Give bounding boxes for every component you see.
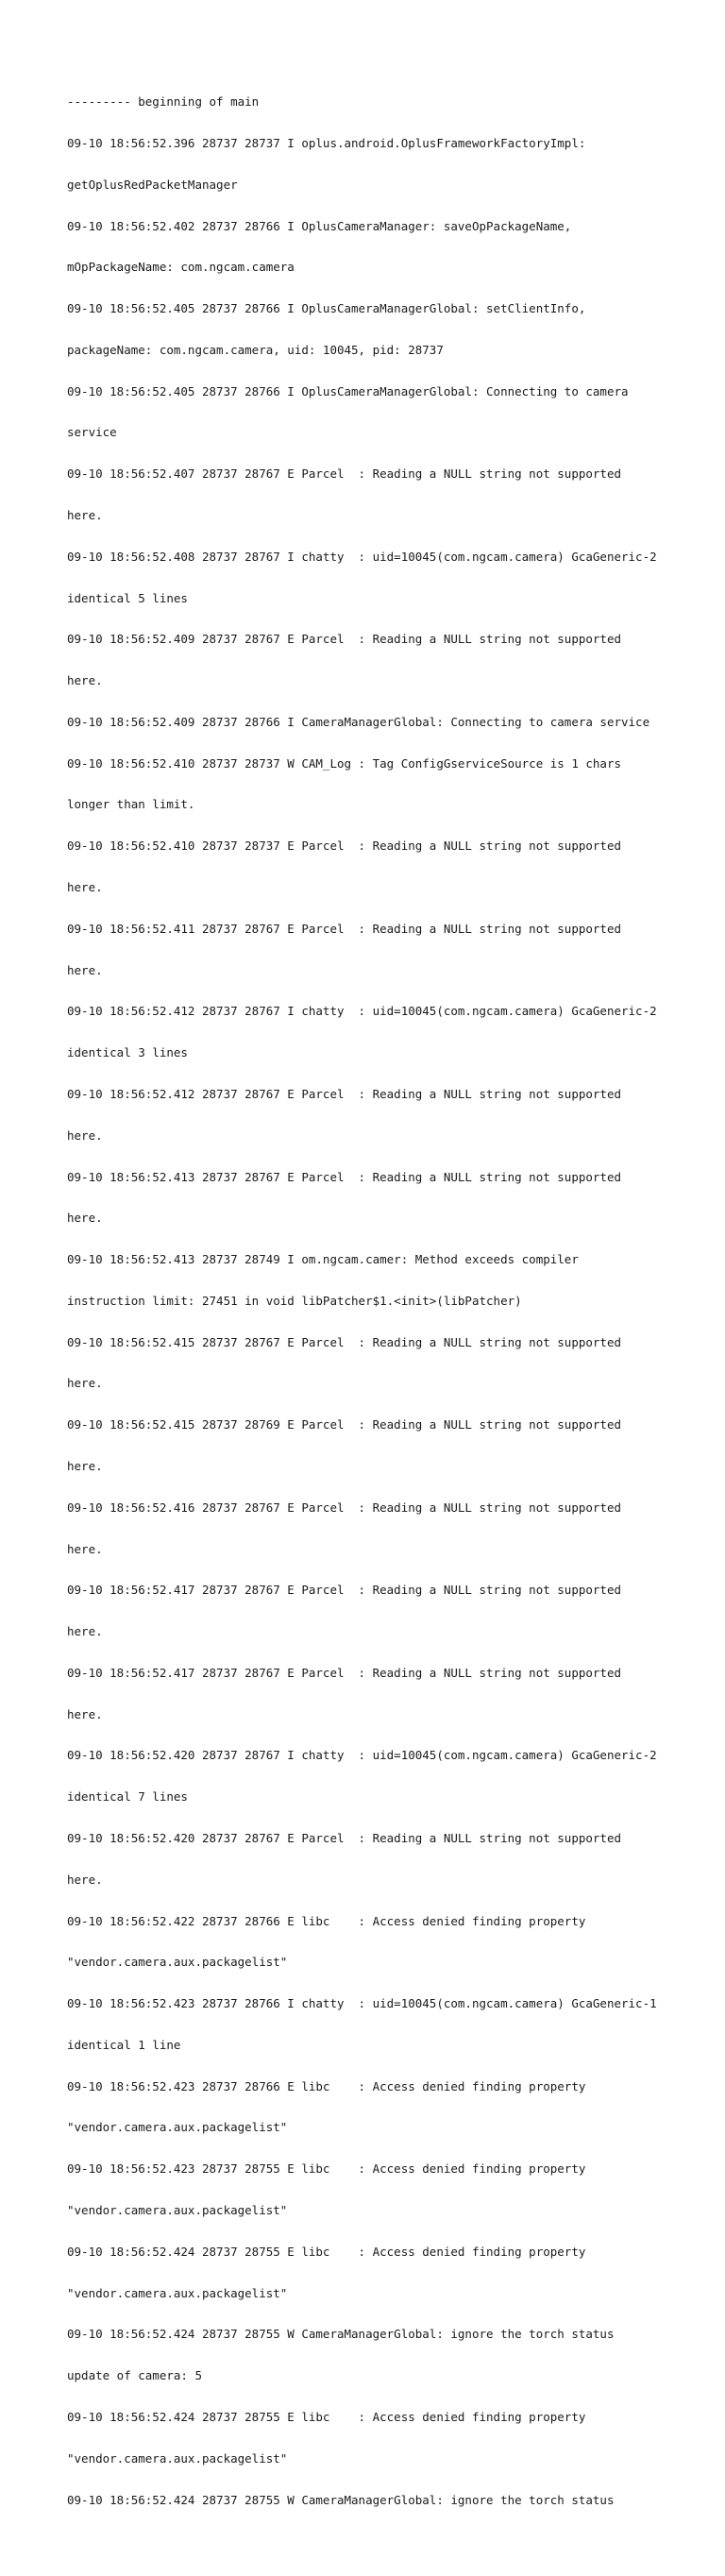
log-line: here. [67, 508, 103, 522]
log-line: here. [67, 1624, 103, 1639]
log-line: 09-10 18:56:52.396 28737 28737 I oplus.android.OplusFrameworkFactoryImpl: [67, 135, 586, 150]
log-line: 09-10 18:56:52.410 28737 28737 W CAM_Log : Tag ConfigGserviceSource is 1 chars [67, 755, 621, 771]
log-line: 09-10 18:56:52.405 28737 28766 I OplusCameraManagerGlobal: setClientInfo, [67, 301, 586, 316]
log-line: "vendor.camera.aux.packagelist" [67, 2450, 288, 2466]
log-line: here. [67, 1541, 103, 1556]
log-line: 09-10 18:56:52.413 28737 28749 I om.ngcam.camer: Method exceeds compiler [67, 1252, 579, 1267]
log-line: here. [67, 673, 103, 688]
log-line: 09-10 18:56:52.415 28737 28767 E Parcel : Reading a NULL string not supported [67, 1334, 621, 1349]
log-line: 09-10 18:56:52.407 28737 28767 E Parcel : Reading a NULL string not supported [67, 466, 621, 482]
log-line: getOplusRedPacketManager [67, 177, 238, 192]
log-line: 09-10 18:56:52.423 28737 28766 I chatty : uid=10045(com.ngcam.camera) GcaGeneric-1 [67, 1996, 657, 2011]
log-line: "vendor.camera.aux.packagelist" [67, 2203, 288, 2218]
log-line: here. [67, 1458, 103, 1473]
log-line: 09-10 18:56:52.424 28737 28755 W CameraManagerGlobal: ignore the torch status [67, 2327, 615, 2342]
log-line: 09-10 18:56:52.423 28737 28766 E libc : Access denied finding property [67, 2078, 586, 2093]
log-line: 09-10 18:56:52.424 28737 28755 W CameraManagerGlobal: ignore the torch status [67, 2492, 615, 2507]
log-line: 09-10 18:56:52.416 28737 28767 E Parcel : Reading a NULL string not supported [67, 1500, 621, 1515]
log-line: 09-10 18:56:52.415 28737 28769 E Parcel : Reading a NULL string not supported [67, 1417, 621, 1432]
log-line: 09-10 18:56:52.405 28737 28766 I OplusCameraManagerGlobal: Connecting to camera [67, 383, 629, 398]
log-line: 09-10 18:56:52.424 28737 28755 E libc : Access denied finding property [67, 2409, 586, 2424]
log-line: 09-10 18:56:52.409 28737 28767 E Parcel : Reading a NULL string not supported [67, 632, 621, 647]
log-line: 09-10 18:56:52.410 28737 28737 E Parcel : Reading a NULL string not supported [67, 839, 621, 854]
log-line: here. [67, 1706, 103, 1721]
log-line: 09-10 18:56:52.420 28737 28767 I chatty : uid=10045(com.ngcam.camera) GcaGeneric-2 [67, 1748, 657, 1763]
log-line: here. [67, 962, 103, 977]
log-line: here. [67, 880, 103, 895]
log-line: identical 3 lines [67, 1045, 188, 1060]
log-line: longer than limit. [67, 797, 195, 812]
log-line: 09-10 18:56:52.422 28737 28766 E libc : Access denied finding property [67, 1913, 586, 1928]
log-line: 09-10 18:56:52.411 28737 28767 E Parcel : Reading a NULL string not supported [67, 921, 621, 936]
log-text [67, 68, 671, 2576]
log-line: 09-10 18:56:52.409 28737 28766 I CameraManagerGlobal: Connecting to camera service [67, 714, 650, 729]
log-line: identical 7 lines [67, 1789, 188, 1805]
log-line: "vendor.camera.aux.packagelist" [67, 2285, 288, 2300]
log-line: 09-10 18:56:52.402 28737 28766 I OplusCameraManager: saveOpPackageName, [67, 218, 572, 233]
log-line: identical 1 line [67, 2037, 181, 2052]
log-line: here. [67, 1376, 103, 1391]
log-line: service [67, 425, 117, 440]
log-line: 09-10 18:56:52.412 28737 28767 I chatty : uid=10045(com.ngcam.camera) GcaGeneric-2 [67, 1004, 657, 1019]
log-line: here. [67, 1872, 103, 1887]
log-line: 09-10 18:56:52.417 28737 28767 E Parcel : Reading a NULL string not supported [67, 1583, 621, 1598]
log-line: "vendor.camera.aux.packagelist" [67, 1955, 288, 1970]
log-line: 09-10 18:56:52.408 28737 28767 I chatty : uid=10045(com.ngcam.camera) GcaGeneric-2 [67, 549, 657, 564]
log-line [67, 2534, 671, 2549]
log-line: instruction limit: 27451 in void libPatcher$1.<init>(libPatcher) [67, 1293, 522, 1308]
log-line: 09-10 18:56:52.424 28737 28755 E libc : Access denied finding property [67, 2244, 586, 2259]
log-line: 09-10 18:56:52.413 28737 28767 E Parcel : Reading a NULL string not supported [67, 1169, 621, 1184]
log-line: 09-10 18:56:52.417 28737 28767 E Parcel : Reading a NULL string not supported [67, 1665, 621, 1680]
log-line: update of camera: 5 [67, 2368, 202, 2383]
log-line: here. [67, 1211, 103, 1226]
log-line: 09-10 18:56:52.423 28737 28755 E libc : Access denied finding property [67, 2161, 586, 2177]
log-line: 09-10 18:56:52.420 28737 28767 E Parcel : Reading a NULL string not supported [67, 1831, 621, 1845]
log-line: packageName: com.ngcam.camera, uid: 10045, pid: 28737 [67, 342, 444, 357]
log-line: identical 5 lines [67, 590, 188, 605]
log-line: here. [67, 1127, 103, 1143]
log-line: mOpPackageName: com.ngcam.camera [67, 260, 295, 275]
log-line: --------- beginning of main [67, 94, 260, 110]
log-line: 09-10 18:56:52.412 28737 28767 E Parcel : Reading a NULL string not supported [67, 1086, 621, 1101]
log-line: "vendor.camera.aux.packagelist" [67, 2120, 288, 2135]
